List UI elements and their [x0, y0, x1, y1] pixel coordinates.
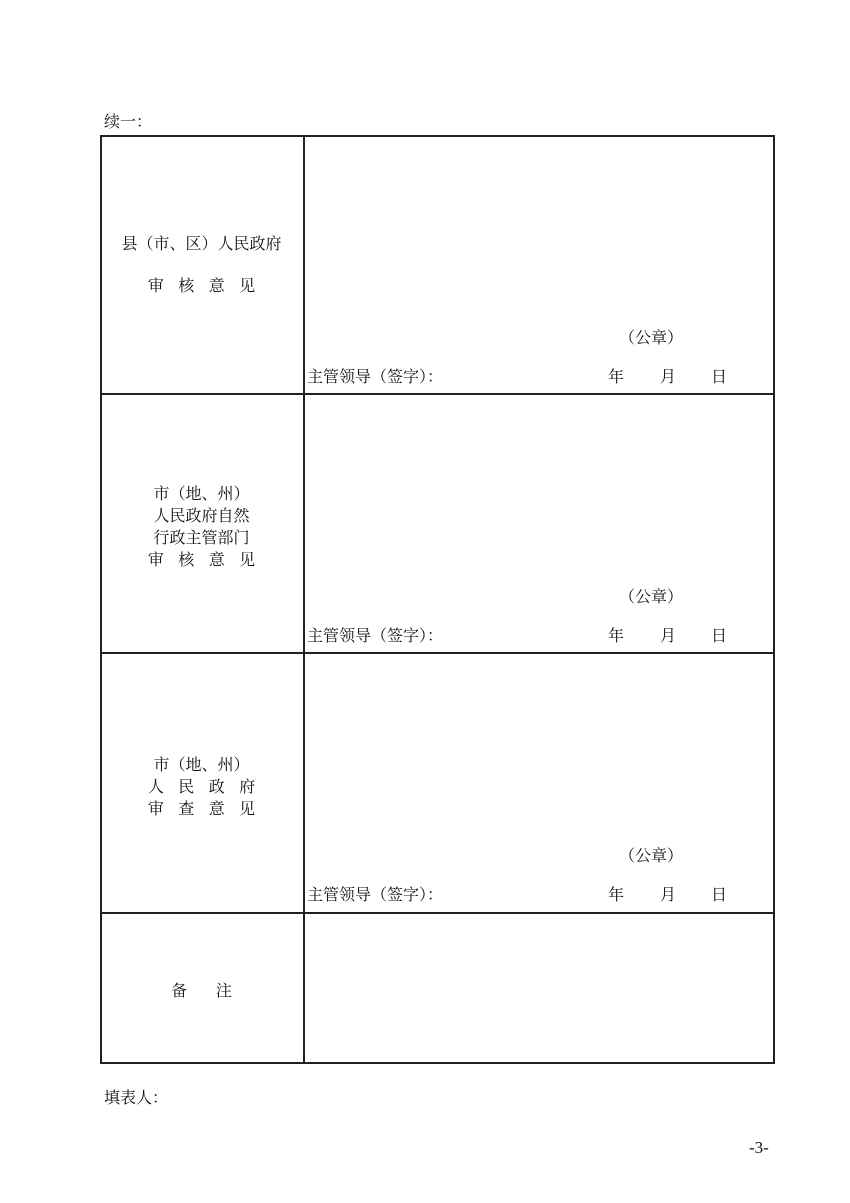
county-government-review-label [100, 233, 303, 297]
month-label: 月 [660, 367, 677, 386]
remarks-label [100, 980, 303, 1002]
day-label: 日 [711, 367, 728, 386]
column-divider [303, 135, 305, 1064]
supervisor-signature-label: 主管领导（签字）： [307, 367, 444, 386]
label-line: 备注 [171, 981, 261, 1000]
city-natural-resources-review-label [100, 483, 303, 571]
day-label: 日 [711, 885, 728, 904]
row-divider-3 [100, 912, 775, 914]
row-divider-2 [100, 652, 775, 654]
year-label: 年 [608, 367, 625, 386]
label-line: 县（市、区）人民政府 [121, 234, 282, 253]
supervisor-signature-label: 主管领导（签字）： [307, 626, 444, 645]
year-label: 年 [608, 626, 625, 645]
row-divider-1 [100, 393, 775, 395]
official-seal-label: （公章） [619, 587, 684, 606]
supervisor-signature-label: 主管领导（签字）： [307, 885, 444, 904]
official-seal-label: （公章） [619, 846, 684, 865]
page-number: -3- [749, 1138, 769, 1157]
approval-form-table [100, 135, 775, 1064]
official-seal-label: （公章） [619, 328, 684, 347]
label-line: 审查意见 [147, 799, 270, 818]
label-line: 市（地、州） [153, 484, 250, 503]
month-label: 月 [660, 626, 677, 645]
year-label: 年 [608, 885, 625, 904]
continuation-heading: 续一： [104, 112, 153, 131]
label-line: 市（地、州） [153, 755, 250, 774]
day-label: 日 [711, 626, 728, 645]
label-line: 审核意见 [147, 276, 270, 295]
label-line: 行政主管部门 [153, 528, 250, 547]
city-government-review-label [100, 754, 303, 820]
label-line: 人民政府 [147, 777, 270, 796]
month-label: 月 [660, 885, 677, 904]
label-line: 审核意见 [147, 550, 270, 569]
label-line: 人民政府自然 [153, 506, 250, 525]
form-filler-label: 填表人： [104, 1088, 169, 1107]
